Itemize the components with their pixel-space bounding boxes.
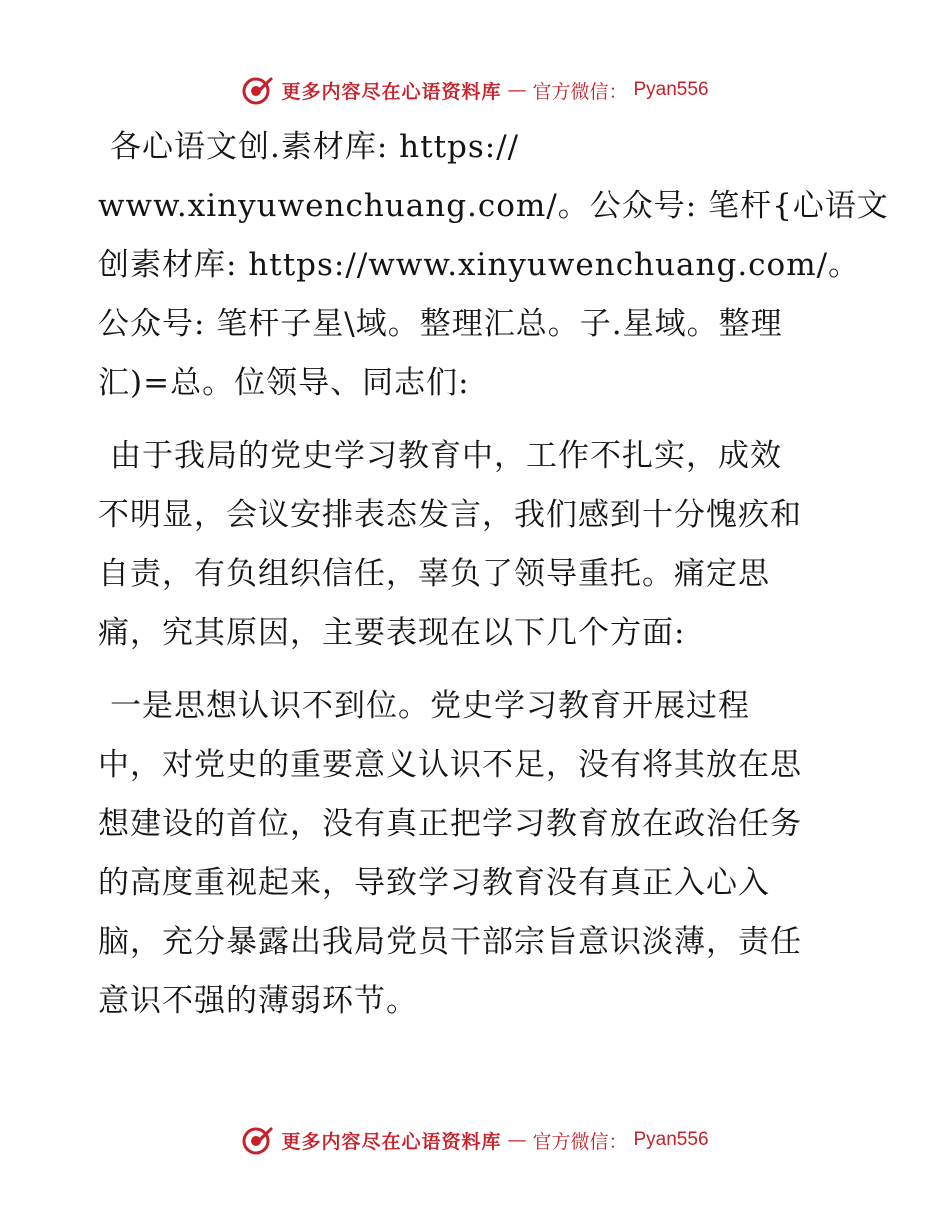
banner-separator: — xyxy=(507,79,527,101)
text-line: 的高度重视起来，导致学习教育没有真正入心入 xyxy=(98,865,770,901)
banner-wechat-id: Pyan556 xyxy=(633,79,709,100)
document-body xyxy=(98,118,889,1045)
text-line: 痛，究其原因，主要表现在以下几个方面: xyxy=(98,615,686,651)
text-line: 由于我局的党史学习教育中，工作不扎实，成效 xyxy=(110,438,782,474)
text-line: 汇)=总。位领导、同志们: xyxy=(98,365,470,401)
banner-wechat-id: Pyan556 xyxy=(633,1129,709,1150)
banner-wechat-label: 官方微信： xyxy=(532,1130,628,1153)
paragraph-point-one xyxy=(98,677,858,1031)
text-line: 想建设的首位，没有真正把学习教育放在政治任务 xyxy=(98,806,802,842)
text-line: 不明显，会议安排表态发言，我们感到十分愧疚和 xyxy=(98,497,802,533)
banner-text: 更多内容尽在心语资料库 xyxy=(281,80,502,103)
text-line: 公众号: 笔杆子星\域。整理汇总。子.星域。整理 xyxy=(98,306,783,342)
text-line: 脑，充分暴露出我局党员干部宗旨意识淡薄，责任 xyxy=(98,924,802,960)
text-line: 创素材库: https://www.xinyuwenchuang.com/。 xyxy=(98,247,861,283)
footer-banner xyxy=(0,1122,950,1158)
text-line: 一是思想认识不到位。党史学习教育开展过程 xyxy=(110,688,750,724)
text-line: 各心语文创.素材库: https:// xyxy=(110,129,520,165)
text-line: 中，对党史的重要意义认识不足，没有将其放在思 xyxy=(98,747,802,783)
pen-logo-icon xyxy=(241,1123,275,1157)
banner-text: 更多内容尽在心语资料库 xyxy=(281,1130,502,1153)
text-line: 自责，有负组织信任，辜负了领导重托。痛定思 xyxy=(98,556,770,592)
paragraph-reason xyxy=(98,427,858,663)
text-line: www.xinyuwenchuang.com/。公众号: 笔杆{心语文 xyxy=(98,188,889,224)
pen-logo-icon xyxy=(241,73,275,107)
paragraph-intro xyxy=(98,118,889,413)
text-line: 意识不强的薄弱环节。 xyxy=(98,983,418,1019)
banner-wechat-label: 官方微信： xyxy=(532,80,628,103)
header-banner xyxy=(0,72,950,108)
banner-separator: — xyxy=(507,1129,527,1151)
